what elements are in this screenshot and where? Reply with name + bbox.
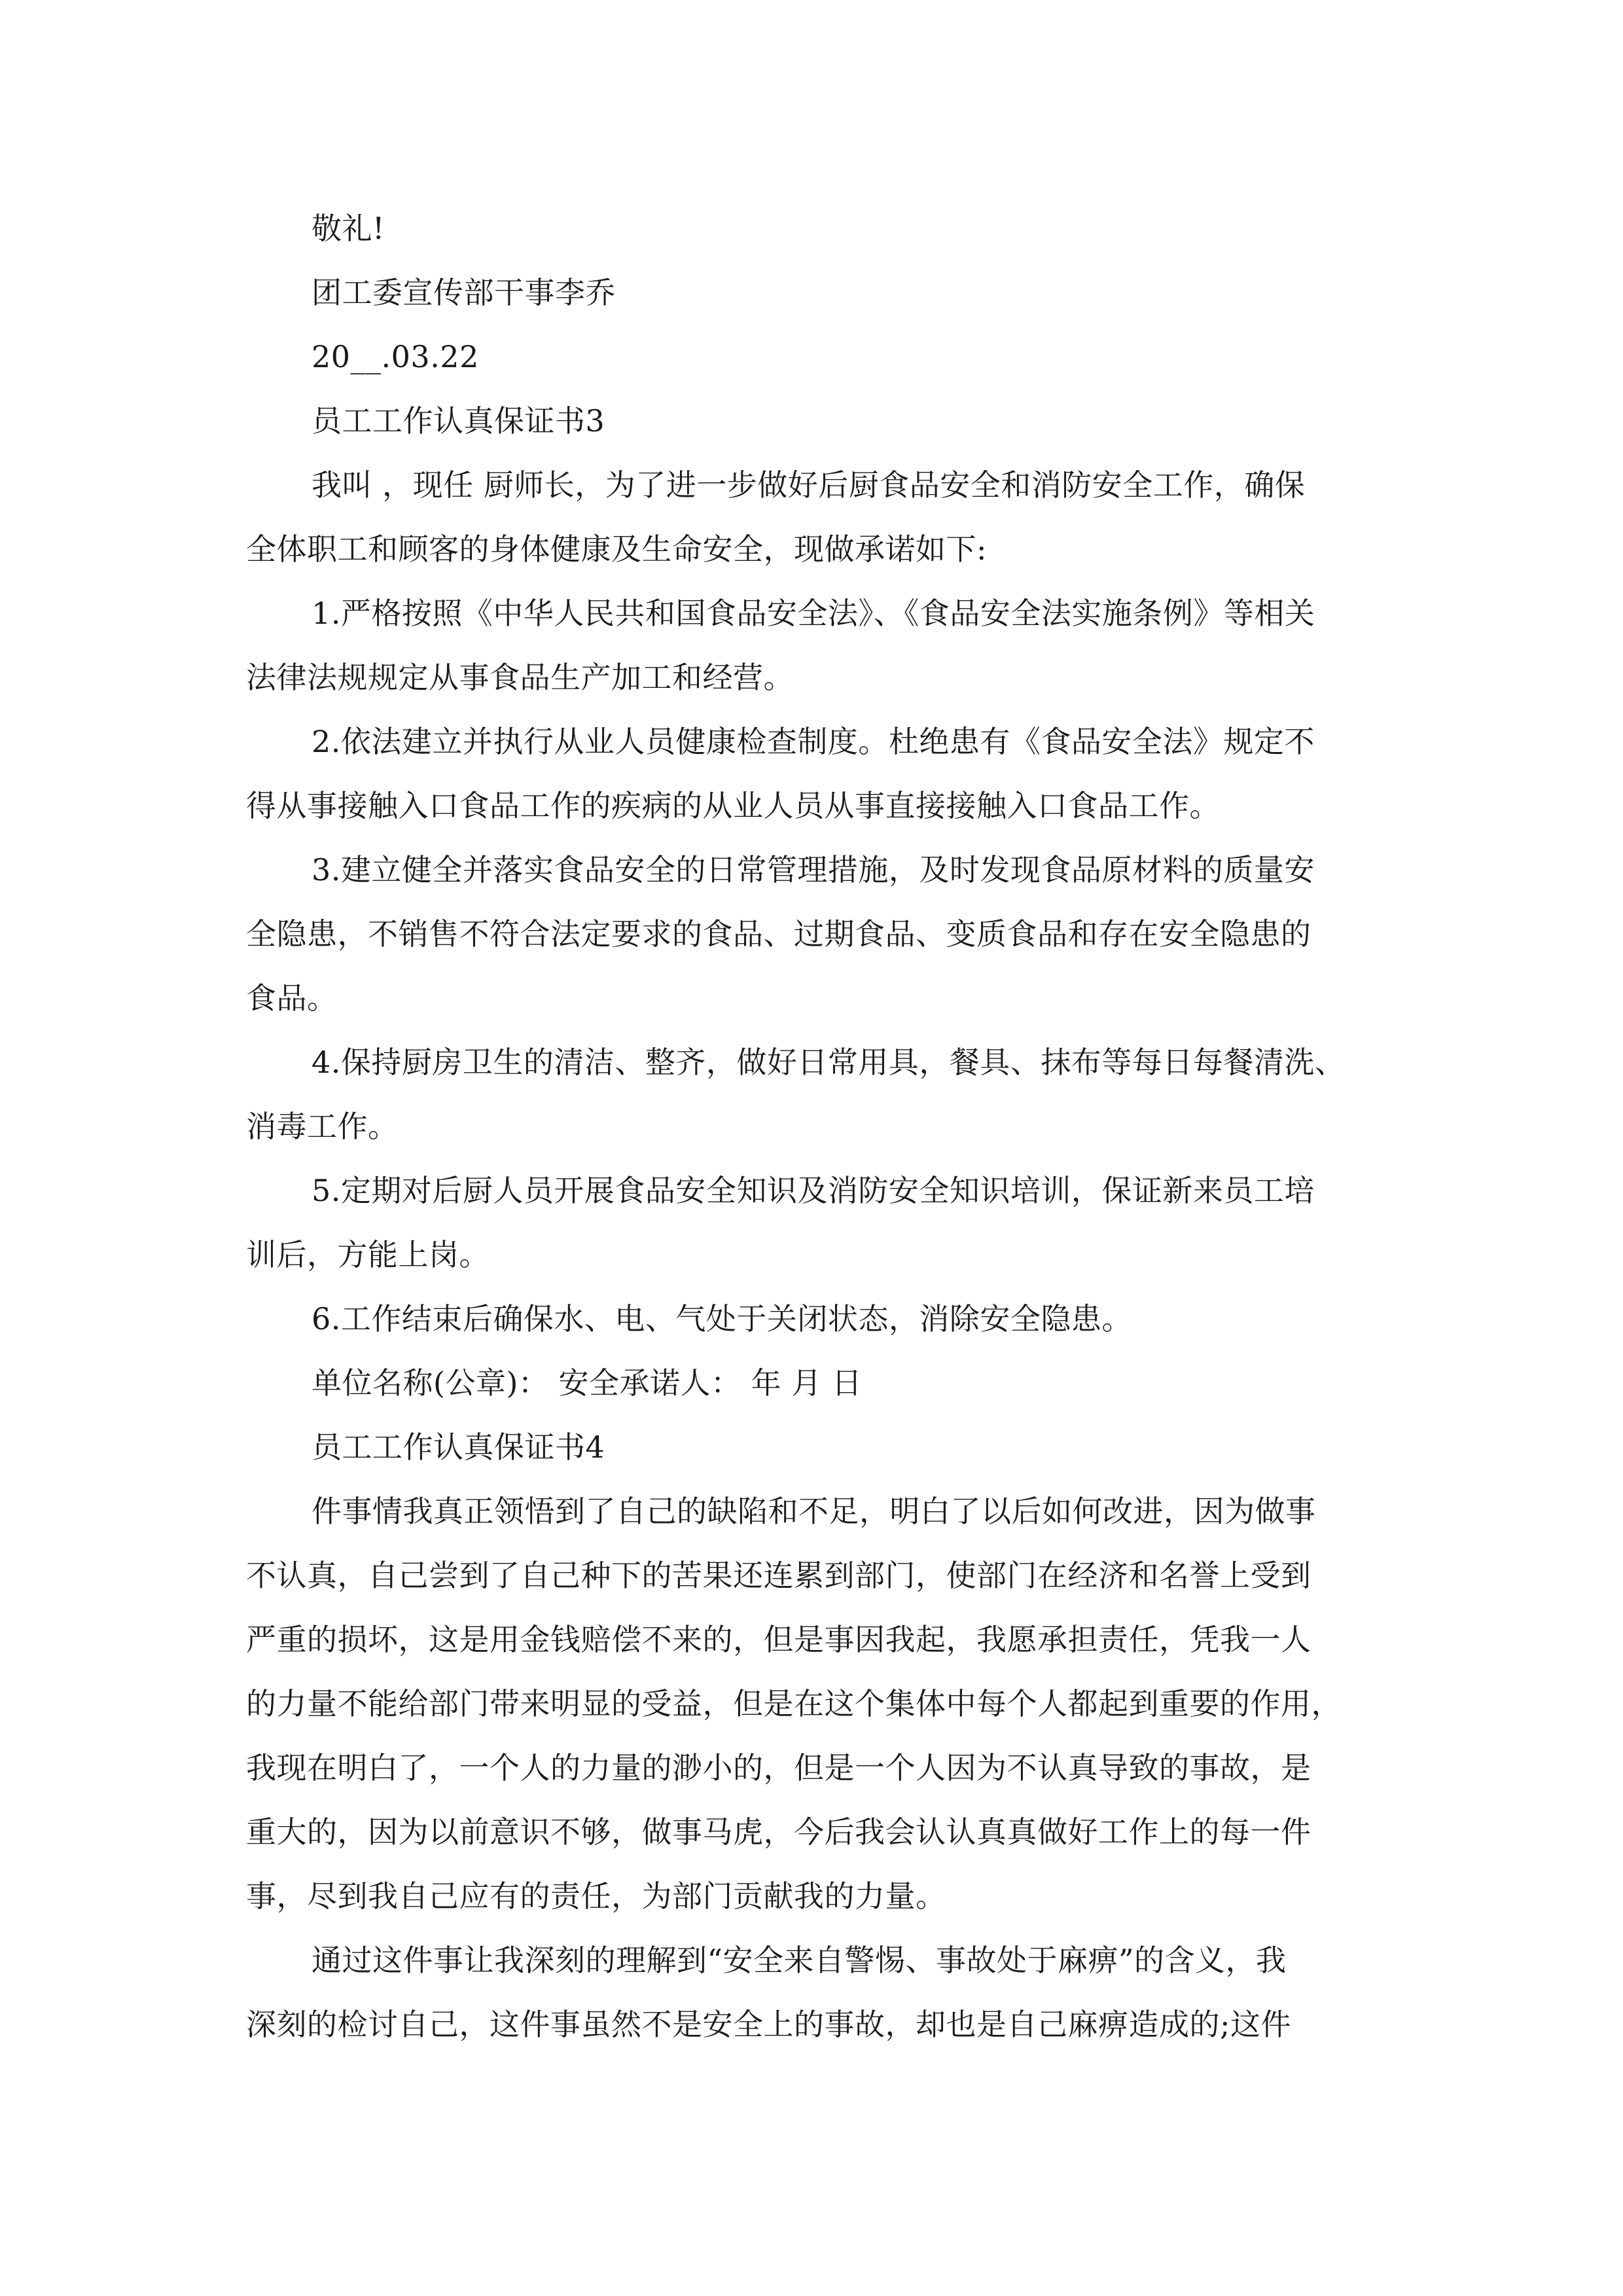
paragraph-line: 件事情我真正领悟到了自己的缺陷和不足，明白了以后如何改进，因为做事 [312, 1494, 1316, 1529]
list-item-5: 5.定期对后厨人员开展食品安全知识及消防安全知识培训，保证新来员工培 [312, 1173, 1315, 1208]
paragraph-line: 严重的损坏，这是用金钱赔偿不来的，但是事因我起，我愿承担责任，凭我一人 [246, 1622, 1311, 1657]
signature-date: 20__.03.22 [312, 339, 479, 374]
list-item-4-cont: 消毒工作。 [246, 1109, 399, 1144]
list-item-2-cont: 得从事接触入口食品工作的疾病的从业人员从事直接接触入口食品工作。 [246, 788, 1220, 823]
paragraph-line: 不认真，自己尝到了自己种下的苦果还连累到部门，使部门在经济和名誉上受到 [246, 1558, 1311, 1593]
paragraph-line: 我现在明白了，一个人的力量的渺小的，但是一个人因为不认真导致的事故，是 [246, 1750, 1311, 1785]
list-item-3-cont: 全隐患，不销售不符合法定要求的食品、过期食品、变质食品和存在安全隐患的 [246, 916, 1311, 952]
paragraph-line: 事，尽到我自己应有的责任，为部门贡献我的力量。 [246, 1878, 946, 1914]
closing-salutation: 敬礼! [312, 211, 385, 246]
paragraph-line: 重大的，因为以前意识不够，做事马虎，今后我会认认真真做好工作上的每一件 [246, 1814, 1311, 1850]
list-item-3: 3.建立健全并落实食品安全的日常管理措施，及时发现食品原材料的质量安 [312, 852, 1315, 888]
paragraph-line: 深刻的检讨自己，这件事虽然不是安全上的事故，却也是自己麻痹造成的;这件 [246, 2007, 1291, 2042]
signature-name: 团工委宣传部干事李乔 [312, 275, 616, 310]
list-item-1-cont: 法律法规规定从事食品生产加工和经营。 [246, 660, 794, 695]
list-item-6: 6.工作结束后确保水、电、气处于关闭状态，消除安全隐患。 [312, 1301, 1132, 1336]
paragraph-line: 的力量不能给部门带来明显的受益，但是在这个集体中每个人都起到重要的作用， [246, 1686, 1342, 1721]
document-body [246, 196, 1378, 2056]
list-item-3-cont: 食品。 [246, 980, 338, 1016]
section-heading-4: 员工工作认真保证书4 [312, 1429, 605, 1465]
paragraph-line: 通过这件事让我深刻的理解到“安全来自警惕、事故处于麻痹”的含义，我 [312, 1943, 1287, 1978]
list-item-4: 4.保持厨房卫生的清洁、整齐，做好日常用具，餐具、抹布等每日每餐清洗、 [312, 1045, 1346, 1080]
paragraph-line: 我叫 ，现任 厨师长，为了进一步做好后厨食品安全和消防安全工作，确保 [312, 467, 1306, 503]
list-item-2: 2.依法建立并执行从业人员健康检查制度。杜绝患有《食品安全法》规定不 [312, 724, 1315, 759]
section-heading-3: 员工工作认真保证书3 [312, 403, 605, 439]
signature-fields: 单位名称(公章)： 安全承诺人： 年 月 日 [312, 1365, 863, 1401]
paragraph-line: 全体职工和顾客的身体健康及生命安全，现做承诺如下: [246, 531, 987, 567]
list-item-1: 1.严格按照《中华人民共和国食品安全法》、《食品安全法实施条例》等相关 [312, 596, 1315, 631]
list-item-5-cont: 训后，方能上岗。 [246, 1237, 490, 1272]
